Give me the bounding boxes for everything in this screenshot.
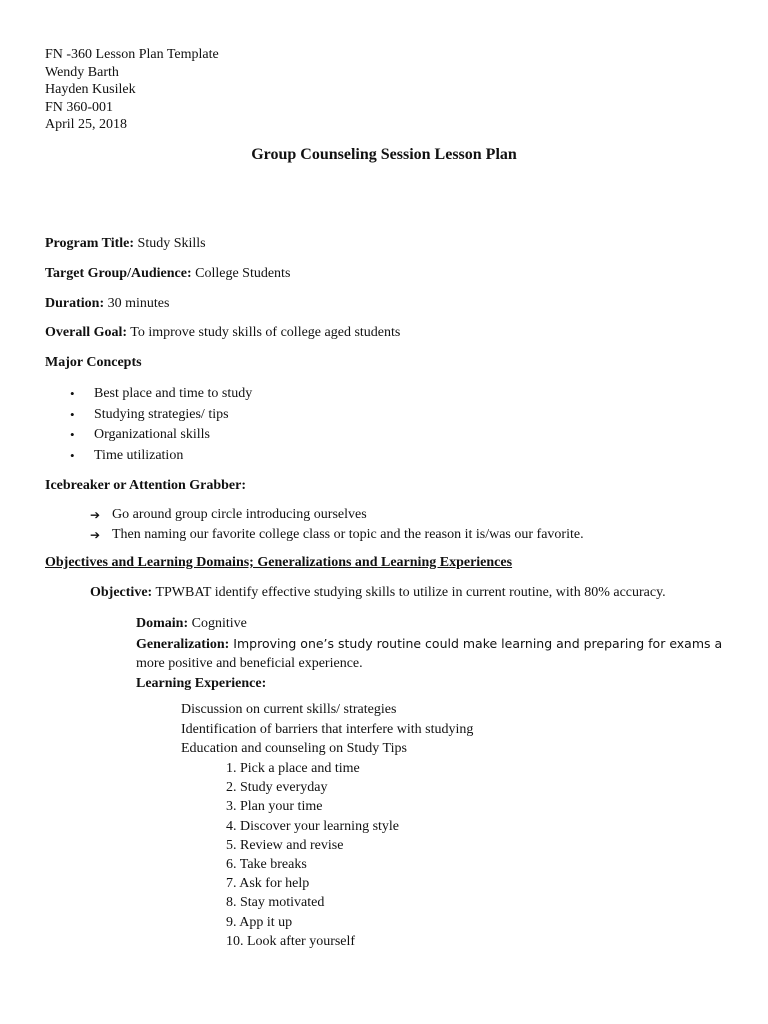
duration-label: Duration: <box>45 296 105 311</box>
list-item: 9. App it up <box>226 914 293 930</box>
program-title-value: Study Skills <box>134 236 206 251</box>
list-item: ➔ Then naming our favorite college class or topic and the reason it is/was our favorite. <box>90 526 584 546</box>
document-title: Group Counseling Session Lesson Plan <box>251 146 517 163</box>
list-item: 7. Ask for help <box>226 876 310 892</box>
bullet-icon: • <box>70 427 75 442</box>
list-item: 8. Stay motivated <box>226 895 325 911</box>
icebreaker-heading: Icebreaker or Attention Grabber: <box>45 478 247 493</box>
list-item: • Organizational skills <box>70 427 210 442</box>
generalization-label: Generalization: <box>136 636 230 652</box>
major-concepts-heading: Major Concepts <box>45 355 142 370</box>
target-group-value: College Students <box>191 266 291 281</box>
bullet-icon: • <box>70 386 75 401</box>
author-line-1: Wendy Barth <box>45 64 119 80</box>
list-item: • Time utilization <box>70 447 184 463</box>
overall-goal-label: Overall Goal: <box>45 325 128 340</box>
list-item: 1. Pick a place and time <box>226 761 360 776</box>
generalization-value: Improving one’s study routine could make learning and preparing for exams a <box>229 635 723 651</box>
domain-value: Cognitive <box>188 616 247 631</box>
domain-block <box>136 614 736 693</box>
list-item: 4. Discover your learning style <box>226 818 400 834</box>
objective-field <box>90 584 666 602</box>
objective-value: TPWBAT identify effective studying skills to utilize in current routine, with 80% accuracy. <box>152 585 666 600</box>
study-tips-list <box>226 759 399 951</box>
arrow-right-icon: ➔ <box>90 508 101 522</box>
major-concepts-list <box>70 385 252 467</box>
overall-goal-value: To improve study skills of college aged students <box>127 325 401 340</box>
course-template-line: FN -360 Lesson Plan Template <box>45 47 219 62</box>
program-title-label: Program Title: <box>45 236 135 251</box>
learning-experience-list <box>181 700 473 759</box>
list-item: Education and counseling on Study Tips <box>181 741 407 756</box>
course-section-line: FN 360-001 <box>45 99 114 115</box>
objective-label: Objective: <box>90 585 153 600</box>
date-line: April 25, 2018 <box>45 117 128 133</box>
objectives-heading: Objectives and Learning Domains; Generalizations and Learning Experiences <box>45 555 513 570</box>
arrow-right-icon: ➔ <box>90 528 101 542</box>
generalization-field <box>136 634 736 655</box>
learning-experience-field <box>136 674 736 694</box>
generalization-continuation: more positive and beneficial experience. <box>136 656 363 671</box>
list-item: ➔ Go around group circle introducing ourselves <box>90 506 584 526</box>
list-item: • Studying strategies/ tips <box>70 406 229 422</box>
learning-experience-label: Learning Experience: <box>136 675 267 691</box>
duration-value: 30 minutes <box>104 296 170 311</box>
overall-goal-field <box>45 324 400 342</box>
list-item: 3. Plan your time <box>226 799 323 815</box>
domain-label: Domain: <box>136 616 189 631</box>
domain-field <box>136 614 736 634</box>
duration-field <box>45 295 169 313</box>
icebreaker-list <box>90 506 584 546</box>
list-item: 6. Take breaks <box>226 856 307 872</box>
list-item: Identification of barriers that interfere with studying <box>181 721 474 737</box>
list-item: 10. Look after yourself <box>226 933 356 949</box>
target-group-field <box>45 265 290 283</box>
bullet-icon: • <box>70 406 75 422</box>
list-item: 2. Study everyday <box>226 780 328 796</box>
program-title-field <box>45 235 206 253</box>
target-group-label: Target Group/Audience: <box>45 266 192 281</box>
author-line-2: Hayden Kusilek <box>45 82 136 98</box>
list-item: Discussion on current skills/ strategies <box>181 702 397 717</box>
list-item: 5. Review and revise <box>226 837 344 853</box>
list-item: • Best place and time to study <box>70 386 253 401</box>
document-header <box>45 46 219 134</box>
bullet-icon: • <box>70 447 75 463</box>
